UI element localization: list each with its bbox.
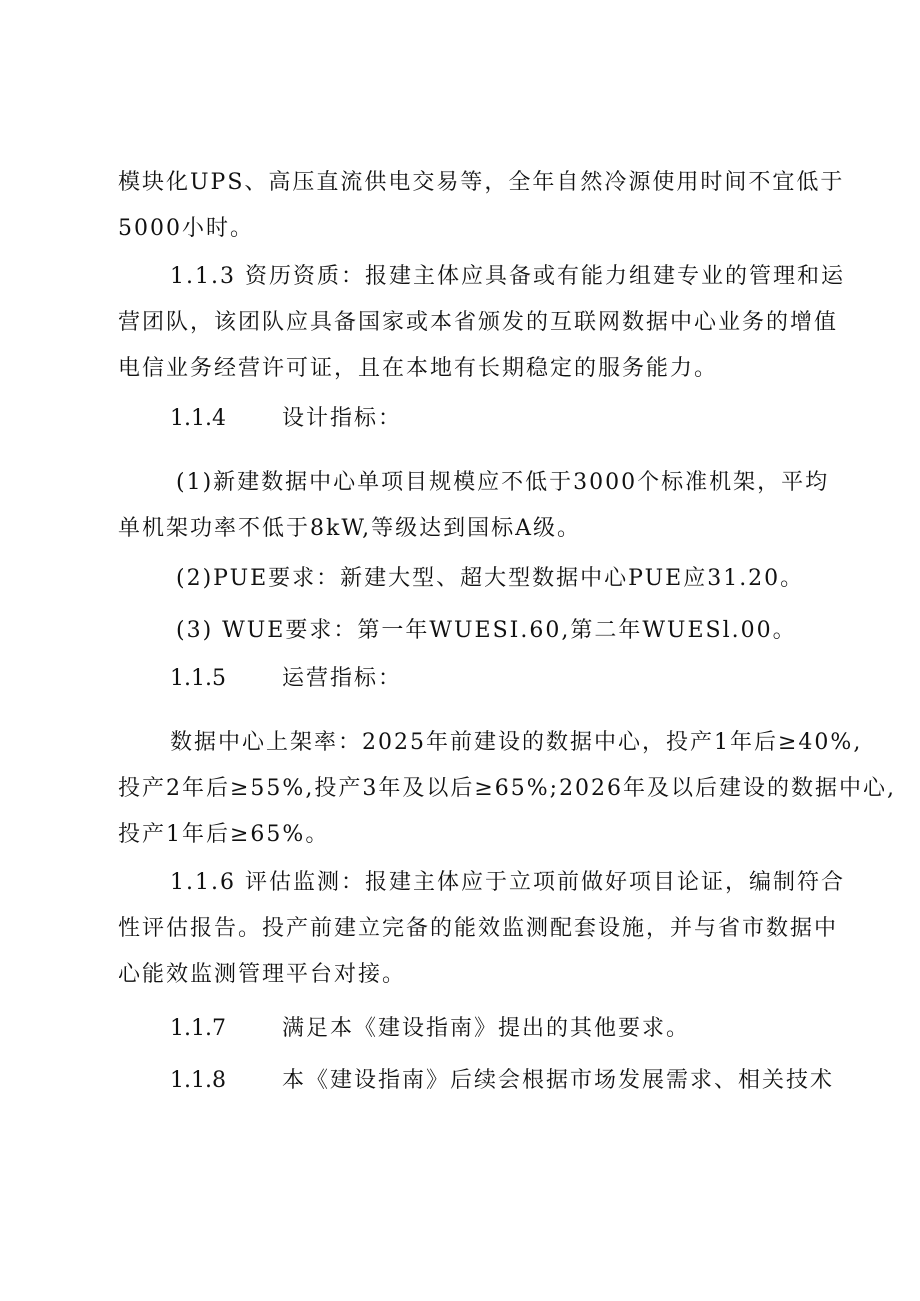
section-number: 1.1.7 <box>170 1016 226 1041</box>
paragraph-line: 营团队，该团队应具备国家或本省颁发的互联网数据中心业务的增值 <box>118 310 839 335</box>
paragraph-line: 投产2年后≥55%,投产3年及以后≥65%;2026年及以后建设的数据中心, <box>118 776 897 801</box>
section-1-1-6-line: 1.1.6 评估监测：报建主体应于立项前做好项目论证，编制符合 <box>170 870 845 895</box>
section-text: 满足本《建设指南》提出的其他要求。 <box>282 1016 691 1041</box>
section-1-1-4-heading <box>170 404 810 434</box>
list-item-1: (1)新建数据中心单项目规模应不低于3000个标准机架，平均 <box>176 470 830 495</box>
section-number: 1.1.5 <box>170 666 226 691</box>
paragraph-line: 投产1年后≥65%。 <box>118 822 330 847</box>
list-item-2: (2)PUE要求：新建大型、超大型数据中心PUE应31.20。 <box>176 566 805 591</box>
section-1-1-8-line <box>170 1066 835 1096</box>
section-number: 1.1.8 <box>170 1068 226 1093</box>
paragraph-line: 数据中心上架率：2025年前建设的数据中心，投产1年后≥40%, <box>170 730 863 755</box>
section-1-1-5-heading <box>170 664 810 694</box>
paragraph-line: 心能效监测管理平台对接。 <box>118 962 407 987</box>
list-item-3: (3) WUE要求：第一年WUESI.60,第二年WUESl.00。 <box>176 618 797 643</box>
section-title: 运营指标： <box>282 666 403 691</box>
section-number: 1.1.4 <box>170 406 226 431</box>
paragraph-line: 5000小时。 <box>118 216 254 241</box>
paragraph-line: 单机架功率不低于8kW,等级达到国标A级。 <box>118 516 581 541</box>
section-title: 设计指标： <box>282 406 403 431</box>
paragraph-line: 性评估报告。投产前建立完备的能效监测配套设施，并与省市数据中 <box>118 916 839 941</box>
paragraph-line: 模块化UPS、高压直流供电交易等，全年自然冷源使用时间不宜低于 <box>118 170 845 195</box>
section-text: 本《建设指南》后续会根据市场发展需求、相关技术 <box>282 1068 835 1093</box>
paragraph-line: 电信业务经营许可证，且在本地有长期稳定的服务能力。 <box>118 356 719 381</box>
section-1-1-3-line: 1.1.3 资历资质：报建主体应具备或有能力组建专业的管理和运 <box>170 264 845 289</box>
section-1-1-7-line <box>170 1014 810 1044</box>
